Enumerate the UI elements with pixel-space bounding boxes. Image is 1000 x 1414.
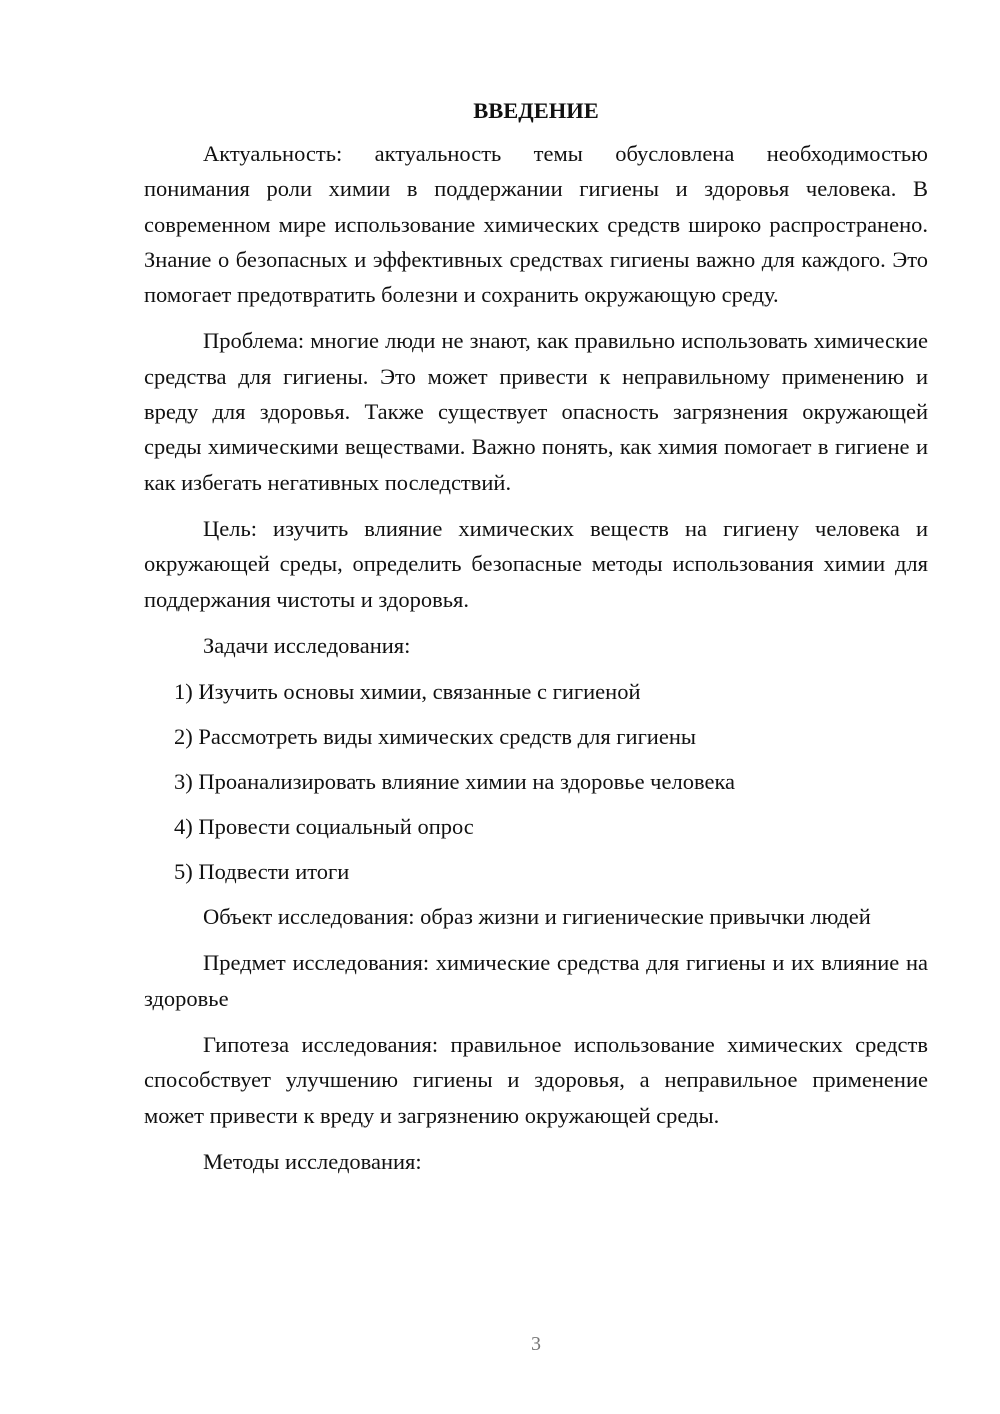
list-item: 4) Провести социальный опрос <box>174 814 474 840</box>
list-item: 2) Рассмотреть виды химических средств для гигиены <box>174 724 696 750</box>
paragraph-subject: Предмет исследования: химические средства для гигиены и их влияние на здоровье <box>144 950 928 1011</box>
page-content <box>144 96 928 1190</box>
tasks-heading: Задачи исследования: <box>203 632 411 658</box>
page-number: 3 <box>531 1333 541 1355</box>
paragraph-problem: Проблема: многие люди не знают, как правильно использовать химические средства для гигиены. Это может привести к неправильному применению и вреду для здоровья. Также существует опасность загрязнения окружающей среды химическими веществами. Важно понять, как химия помогает в гигиене и как избегать негативных последствий. <box>144 328 928 495</box>
section-heading: ВВЕДЕНИЕ <box>473 98 599 123</box>
list-item: 1) Изучить основы химии, связанные с гигиеной <box>174 679 641 705</box>
paragraph-relevance: Актуальность: актуальность темы обусловлена необходимостью понимания роли химии в поддержании гигиены и здоровья человека. В современном мире использование химических средств широко распространено. Знание о безопасных и эффективных средствах гигиены важно для каждого. Это помогает предотвратить болезни и сохранить окружающую среду. <box>144 141 928 308</box>
tasks-list <box>144 674 928 889</box>
paragraph-object: Объект исследования: образ жизни и гигиенические привычки людей <box>203 904 871 930</box>
list-item: 5) Подвести итоги <box>174 859 350 885</box>
paragraph-hypothesis: Гипотеза исследования: правильное использование химических средств способствует улучшению гигиены и здоровья, а неправильное применение может привести к вреду и загрязнению окружающей среды. <box>144 1032 928 1128</box>
paragraph-goal: Цель: изучить влияние химических веществ на гигиену человека и окружающей среды, определить безопасные методы использования химии для поддержания чистоты и здоровья. <box>144 515 928 612</box>
paragraph-methods: Методы исследования: <box>203 1148 422 1174</box>
list-item: 3) Проанализировать влияние химии на здоровье человека <box>174 769 736 795</box>
